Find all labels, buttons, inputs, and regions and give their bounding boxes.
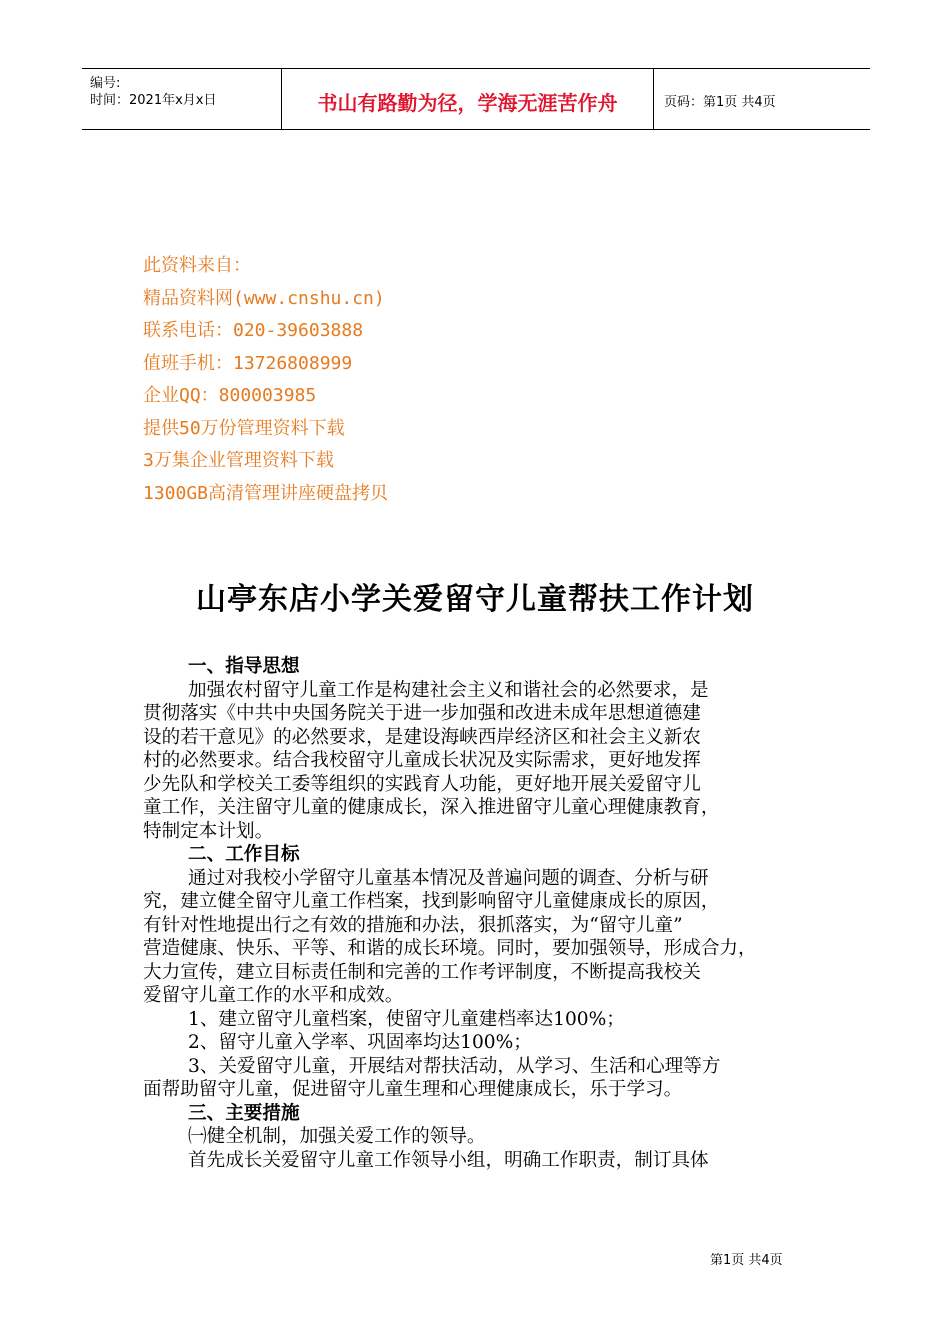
paragraph-line: 加强农村留守儿童工作是构建社会主义和谐社会的必然要求，是 — [188, 679, 709, 701]
header-page-number: 页码：第1页 共4页 — [664, 95, 776, 110]
paragraph-line: 爱留守儿童工作的水平和成效。 — [143, 985, 404, 1006]
section-heading: 一、指导思想 — [188, 656, 300, 677]
header-motto: 书山有路勤为径，学海无涯苦作舟 — [317, 91, 618, 115]
document-time-label: 时间：2021年x月x日 — [90, 93, 217, 108]
source-line: 联系电话：020-39603888 — [143, 320, 364, 341]
paragraph-line: 首先成长关爱留守儿童工作领导小组，明确工作职责，制订具体 — [188, 1149, 709, 1171]
paragraph-line: 设的若干意见》的必然要求，是建设海峡西岸经济区和社会主义新农 — [143, 726, 701, 748]
document-body — [143, 655, 823, 1172]
paragraph-line: 童工作，关注留守儿童的健康成长，深入推进留守儿童心理健康教育， — [143, 797, 720, 818]
paragraph-line: 贯彻落实《中共中央国务院关于进一步加强和改进未成年思想道德建 — [143, 703, 701, 724]
header-page-cell — [654, 69, 870, 129]
paragraph-line: 究，建立健全留守儿童工作档案，找到影响留守儿童健康成长的原因， — [143, 891, 720, 912]
paragraph-line: 大力宣传，建立目标责任制和完善的工作考评制度，不断提高我校关 — [143, 961, 701, 983]
document-number-label: 编号: — [90, 76, 121, 91]
paragraph-line: 营造健康、快乐、平等、和谐的成长环境。同时，要加强领导，形成合力， — [143, 938, 757, 959]
paragraph-line: 少先队和学校关工委等组织的实践育人功能，更好地开展关爱留守儿 — [143, 773, 701, 795]
source-line: 此资料来自： — [143, 255, 251, 276]
page-header — [82, 68, 870, 130]
header-motto-cell — [282, 69, 654, 129]
list-item: 1、建立留守儿童档案，使留守儿童建档率达100%； — [188, 1008, 625, 1030]
source-line: 值班手机：13726808999 — [143, 352, 353, 374]
paragraph-line: 村的必然要求。结合我校留守儿童成长状况及实际需求，更好地发挥 — [143, 750, 701, 771]
document-title: 山亭东店小学关爱留守儿童帮扶工作计划 — [196, 582, 754, 617]
list-item: 3、关爱留守儿童，开展结对帮扶活动，从学习、生活和心理等方 — [188, 1055, 721, 1077]
header-left-cell — [82, 69, 282, 129]
paragraph-line: 通过对我校小学留守儿童基本情况及普遍问题的调查、分析与研 — [188, 867, 709, 889]
section-heading: 三、主要措施 — [188, 1102, 300, 1124]
paragraph-line: 面帮助留守儿童，促进留守儿童生理和心理健康成长，乐于学习。 — [143, 1079, 683, 1100]
page-footer: 第1页 共4页 — [710, 1253, 783, 1268]
paragraph-line: 特制定本计划。 — [143, 820, 274, 842]
section-heading: 二、工作目标 — [188, 844, 300, 865]
source-line: 提供50万份管理资料下载 — [143, 417, 345, 439]
list-item: 2、留守儿童入学率、巩固率均达100%； — [188, 1032, 532, 1053]
source-line: 精品资料网(www.cnshu.cn) — [143, 287, 385, 309]
source-info-block — [143, 250, 388, 510]
source-line: 企业QQ：800003985 — [143, 385, 317, 406]
source-line: 3万集企业管理资料下载 — [143, 450, 334, 471]
paragraph-line: 有针对性地提出行之有效的措施和办法，狠抓落实，为“留守儿童” — [143, 914, 683, 936]
source-line: 1300GB高清管理讲座硬盘拷贝 — [143, 482, 389, 504]
subsection-heading: ㈠健全机制，加强关爱工作的领导。 — [188, 1126, 486, 1147]
